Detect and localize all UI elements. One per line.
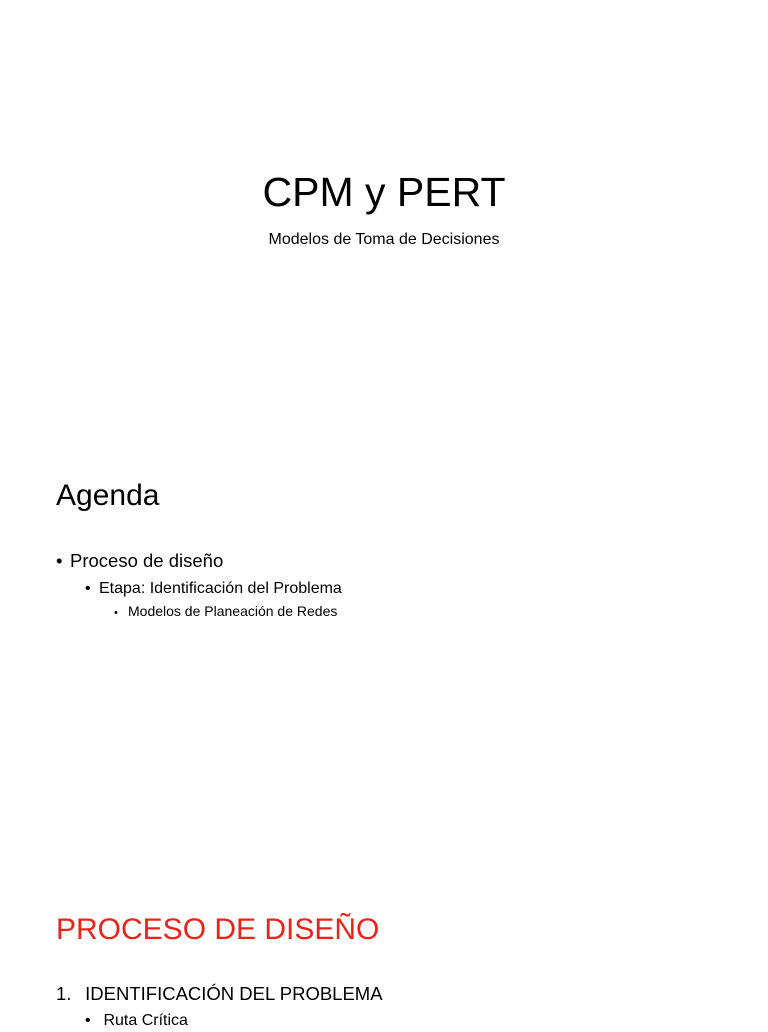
title-slide — [0, 0, 768, 432]
slide-subtitle: Modelos de Toma de Decisiones — [268, 231, 500, 248]
slide-title: CPM y PERT — [262, 169, 506, 215]
proceso-heading: PROCESO DE DISEÑO — [56, 913, 380, 946]
list-item-text: Etapa: Identificación del Problema — [99, 580, 342, 597]
agenda-slide — [0, 432, 768, 864]
list-item — [114, 602, 337, 622]
bullet-icon: • — [85, 1012, 91, 1029]
bullet-icon: • — [85, 580, 91, 597]
list-item-text: Ruta Crítica — [103, 1012, 188, 1029]
list-item-text: Modelos de Planeación de Redes — [128, 603, 338, 619]
list-item — [85, 1010, 188, 1032]
list-item-text: Proceso de diseño — [70, 550, 224, 571]
numbered-item — [56, 982, 383, 1006]
list-item — [85, 578, 342, 600]
item-number: 1. — [56, 983, 72, 1004]
bullet-icon: • — [114, 607, 118, 619]
numbered-item-text: IDENTIFICACIÓN DEL PROBLEMA — [85, 983, 383, 1004]
bullet-icon: • — [56, 550, 63, 571]
agenda-heading: Agenda — [56, 479, 160, 512]
proceso-slide — [0, 864, 768, 1029]
list-item — [56, 549, 223, 573]
